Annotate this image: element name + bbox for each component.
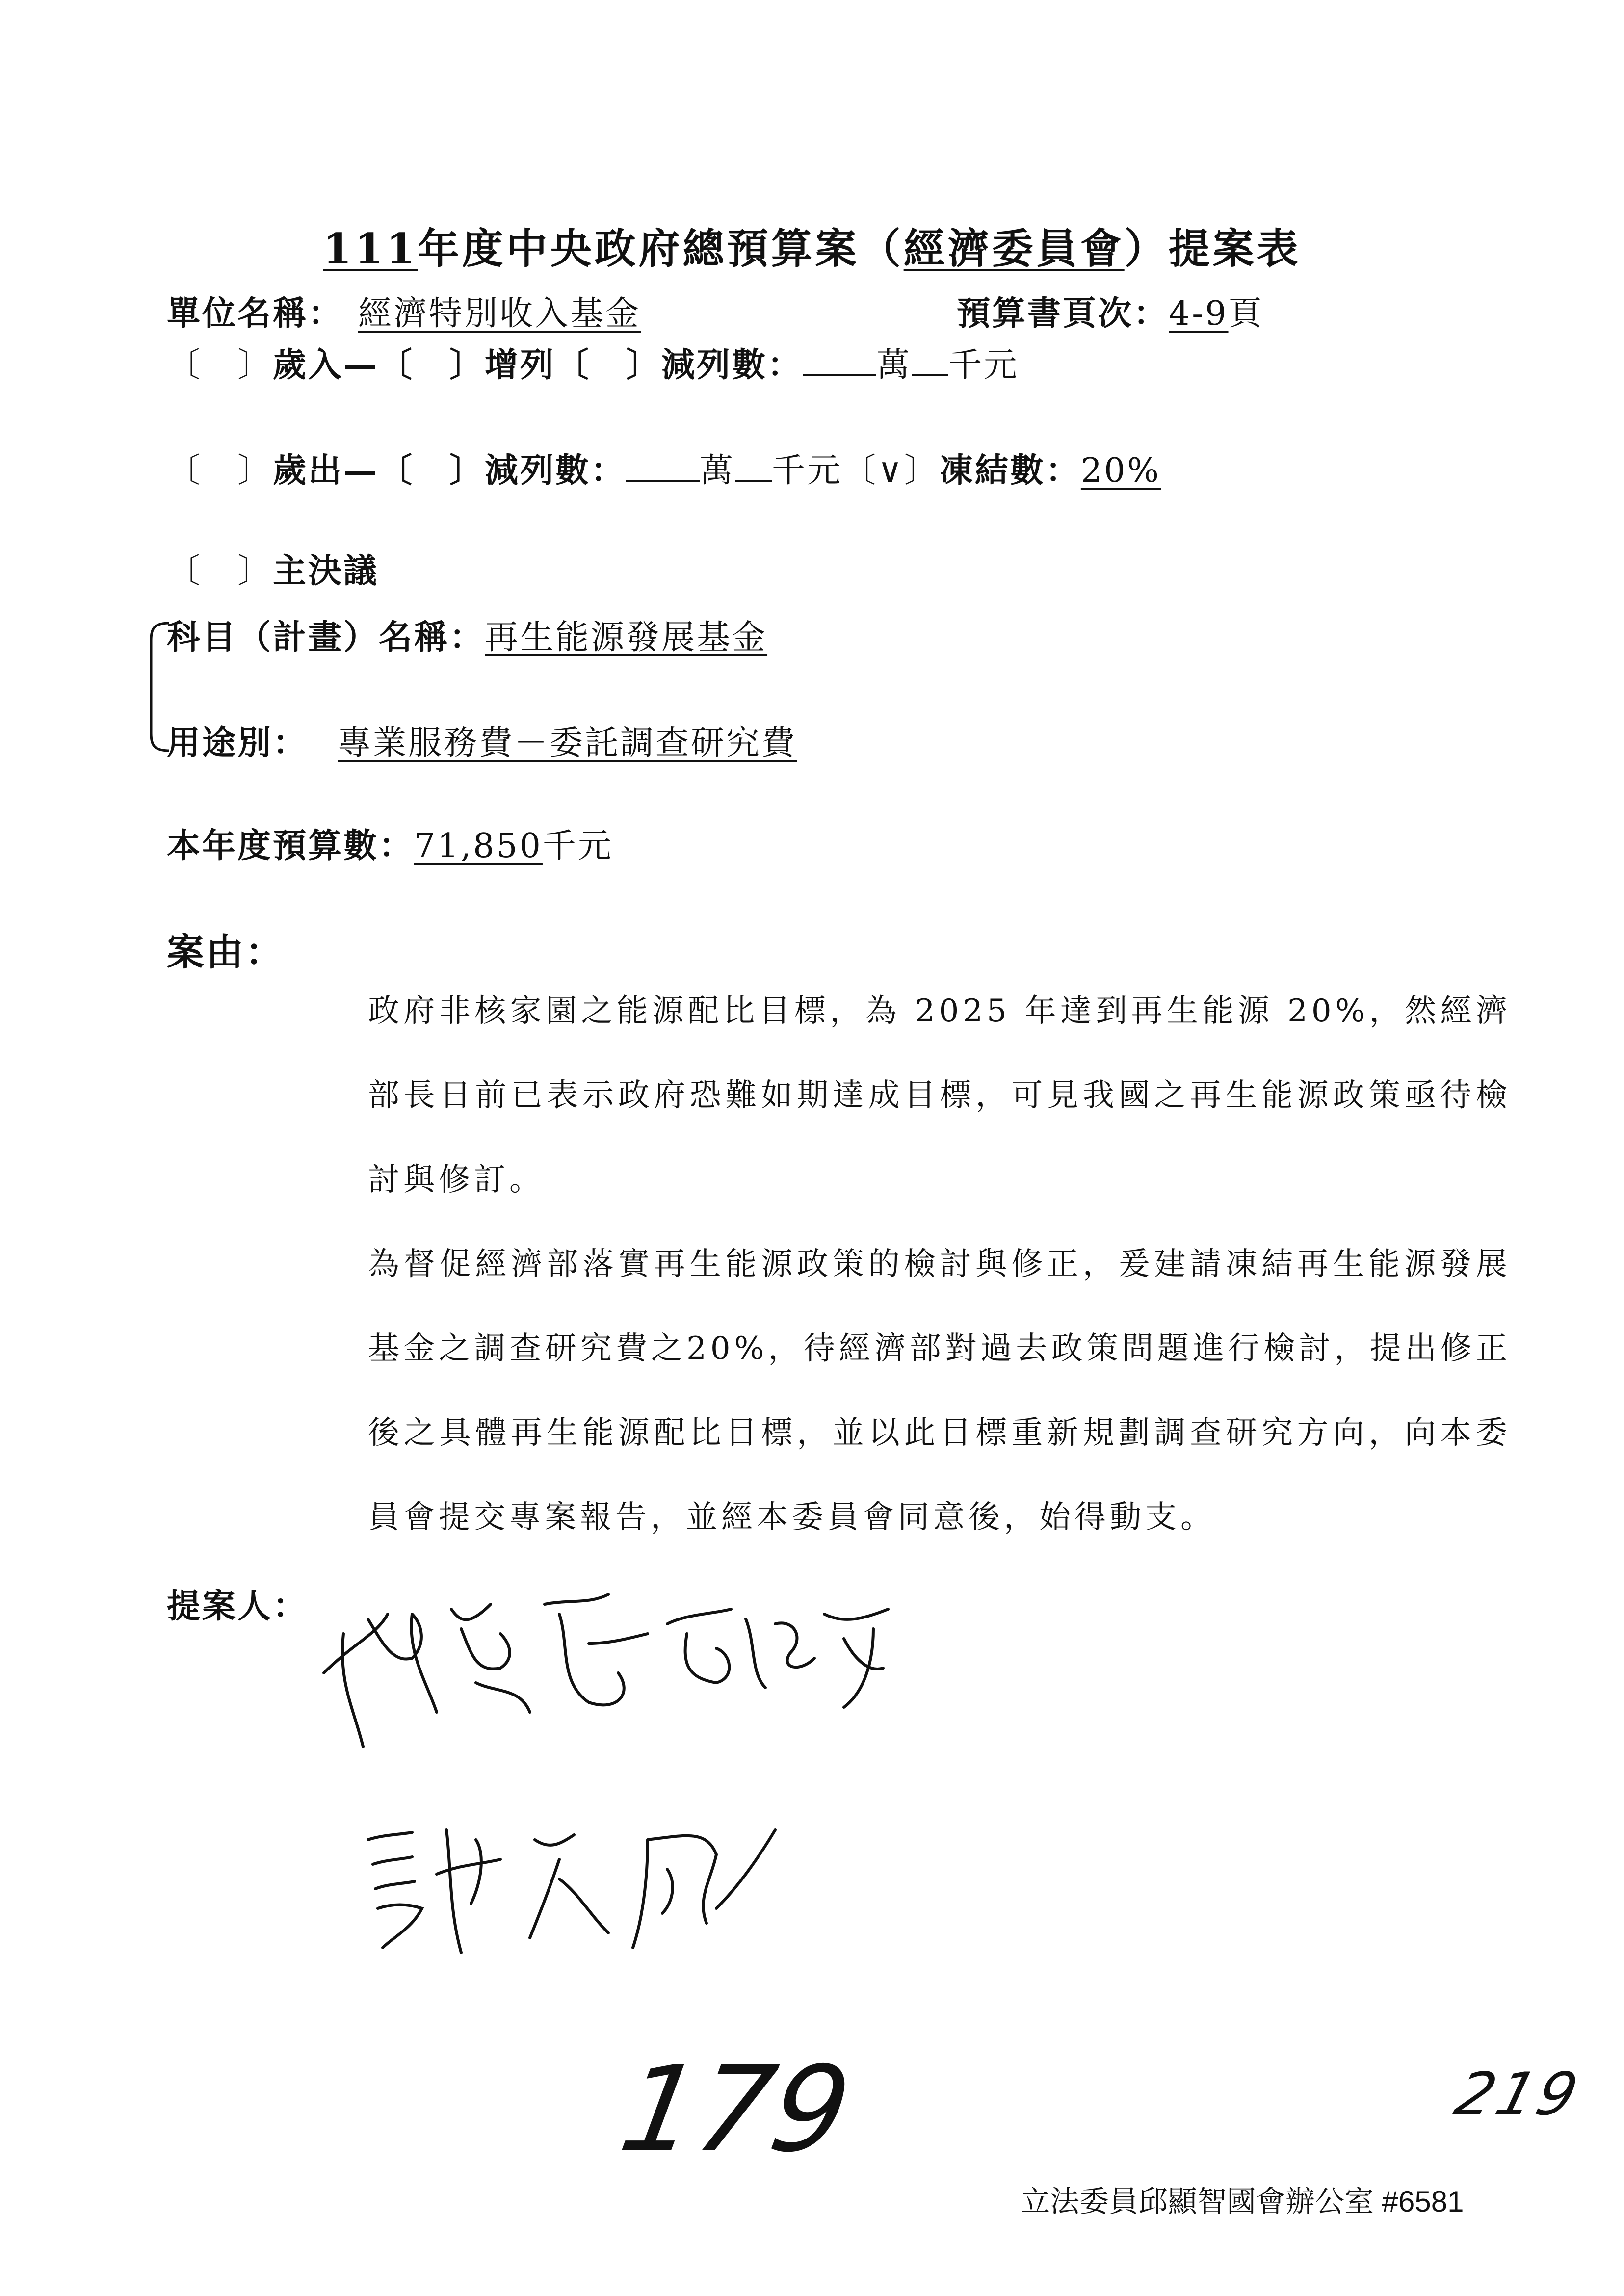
usage-label: 用途別： (167, 723, 309, 762)
revenue-thousand: 千元 (948, 346, 1020, 385)
main-resolution-checkbox: 〔 〕 (167, 552, 273, 591)
unit-row (167, 287, 655, 335)
reason-paragraph-2: 為督促經濟部落實再生能源政策的檢討與修正，爰建請凍結再生能源發展基金之調查研究費之20%，待經濟部對過去政策問題進行檢討，提出修正後之具體再生能源配比目標，並以此目標重新規劃調查研究方向，向本委員會提交專案報告，並經本委員會同意後，始得動支。 (368, 1246, 1511, 1536)
title-end: ）提案表 (1124, 224, 1301, 273)
blank-field (626, 476, 700, 482)
main-resolution-label: 主決議 (273, 551, 379, 591)
page-ref-suffix: 頁 (1228, 294, 1264, 333)
freeze-label: 凍結數： (939, 451, 1081, 490)
budget-value: 71,850 (414, 827, 543, 865)
page-title (0, 216, 1624, 275)
signature-name-3 (412, 1750, 456, 1768)
unit-value: 經濟特別收入基金 (358, 294, 641, 333)
reason-paragraph-1: 政府非核家園之能源配比目標，為 2025 年達到再生能源 20%，然經濟部長日前已表示政府恐難如期達成目標，可見我國之再生能源政策亟待檢討與修訂。 (368, 993, 1511, 1198)
reason-label: 案由： (167, 930, 285, 974)
expenditure-line (167, 444, 1161, 492)
revenue-wan: 萬 (876, 346, 912, 385)
revenue-line (167, 339, 1019, 386)
freeze-value: 20% (1080, 451, 1161, 490)
expenditure-wan: 萬 (700, 451, 735, 490)
subject-label: 科目（計畫）名稱： (167, 618, 485, 657)
budget-label: 本年度預算數： (167, 826, 415, 865)
main-resolution-line (167, 545, 379, 592)
expenditure-checkbox: 〔 〕 (167, 451, 273, 490)
revenue-decrease: 〔 〕減列數： (555, 345, 803, 385)
proposer-label: 提案人： (167, 1587, 309, 1626)
signature-name-1 (314, 1750, 358, 1768)
blank-field (912, 370, 948, 376)
unit-label: 單位名稱： (167, 294, 344, 333)
signature-2 (657, 1594, 913, 1722)
budget-page-ref (957, 287, 1264, 335)
page-ref-value: 4-9 (1169, 294, 1229, 333)
expenditure-decrease: 〔 〕減列數： (379, 451, 627, 490)
signature-3 (353, 1810, 785, 1967)
page-ref-label: 預算書頁次： (957, 294, 1169, 333)
subject-value: 再生能源發展基金 (485, 618, 768, 657)
signature-name-2 (363, 1750, 407, 1768)
budget-unit: 千元 (542, 827, 613, 865)
budget-line (167, 819, 613, 867)
revenue-checkbox: 〔 〕 (167, 346, 273, 385)
expenditure-label: 歲出— (273, 451, 379, 490)
revenue-increase: 〔 〕增列 (379, 345, 556, 385)
footer-office: 立法委員邱顯智國會辦公室 #6581 (1021, 2185, 1464, 2218)
subject-line (167, 611, 767, 658)
reason-body (368, 969, 1511, 1560)
blank-field (803, 370, 876, 376)
handwritten-corner-mark: 219 (1448, 2061, 1588, 2129)
signature-names (314, 1747, 456, 1768)
signature-1 (314, 1585, 657, 1771)
title-year: 111 (323, 224, 418, 273)
usage-value: 專業服務費－委託調查研究費 (338, 724, 797, 762)
title-text: 年度中央政府總預算案（ (418, 224, 904, 273)
usage-line (167, 716, 797, 764)
revenue-label: 歲入— (273, 345, 379, 385)
freeze-checkbox: 〔∨〕 (842, 451, 940, 490)
handwritten-page-number: 179 (611, 2041, 860, 2178)
expenditure-thousand: 千元 (772, 451, 843, 490)
blank-field (735, 476, 772, 482)
title-committee: 經濟委員會 (903, 224, 1125, 273)
